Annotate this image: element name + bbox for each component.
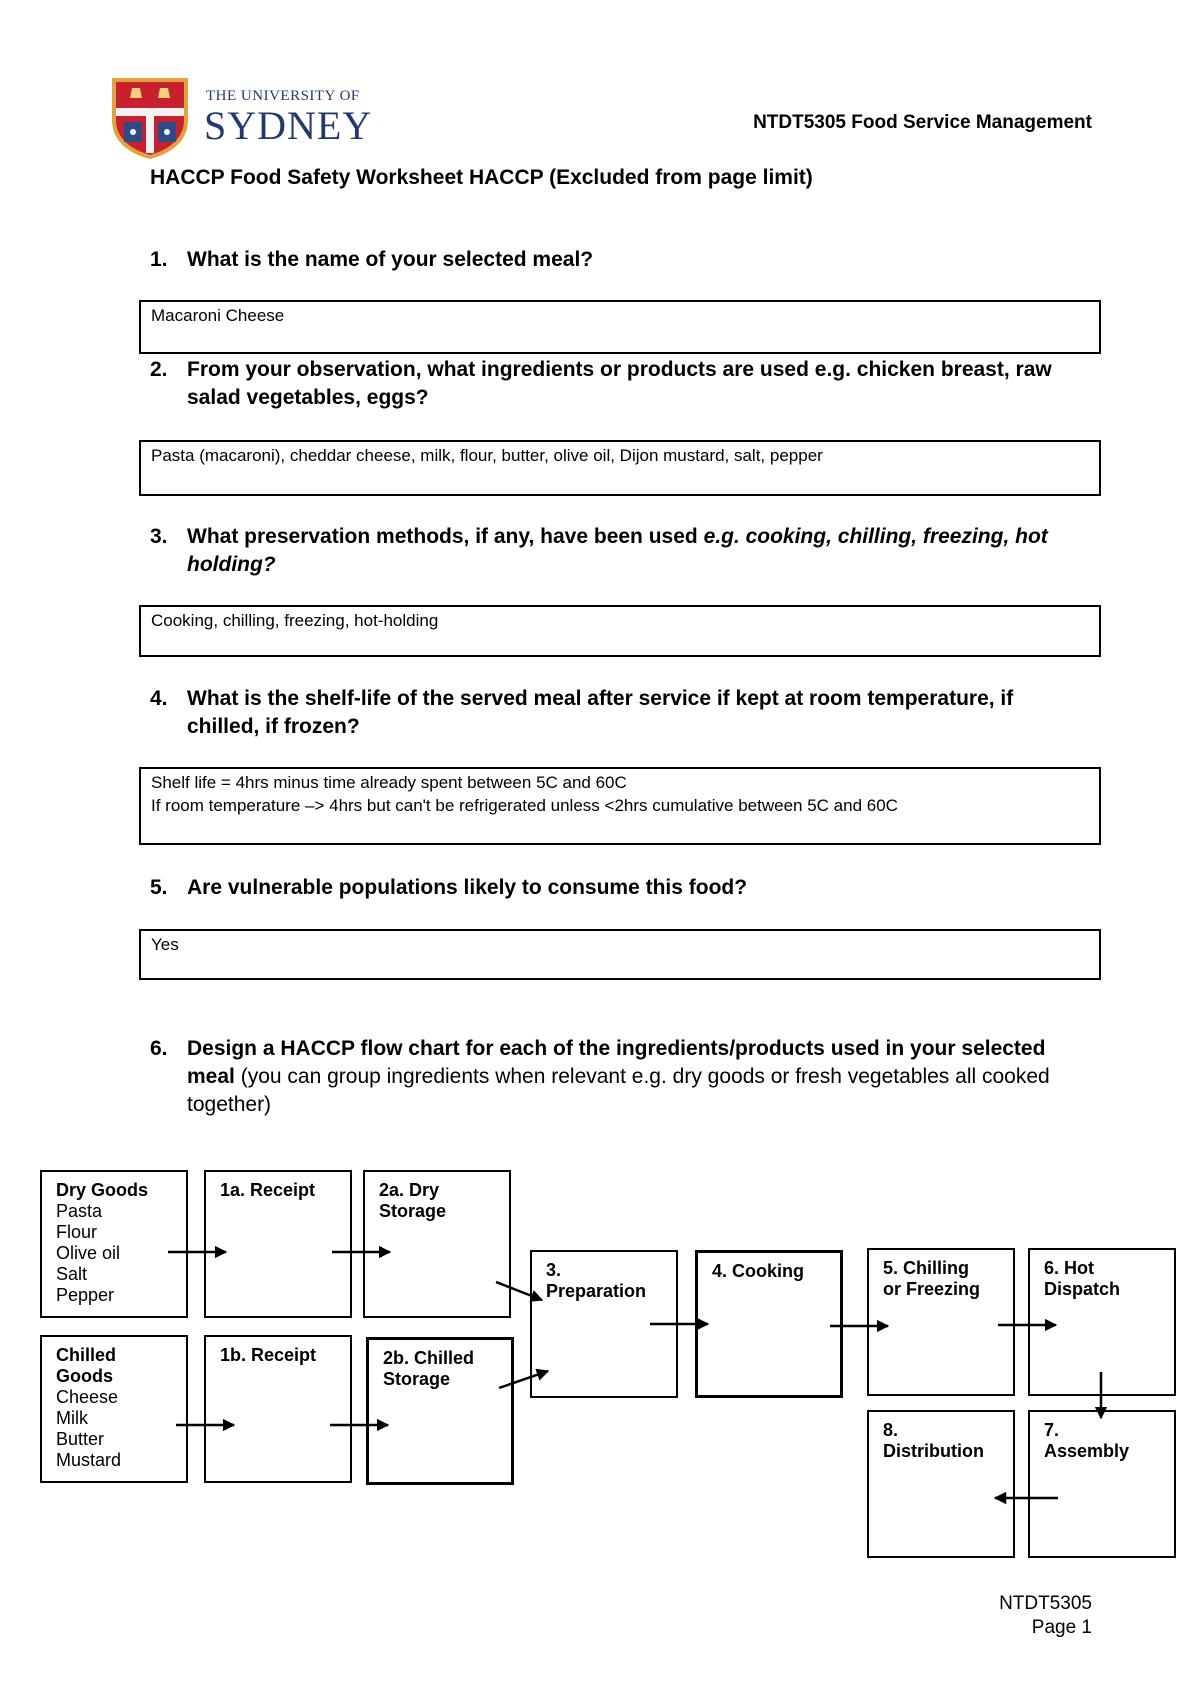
flow-receipt-1b: [204, 1335, 352, 1483]
question-2: [150, 356, 1080, 412]
ingredient-item: Mustard: [56, 1450, 122, 1470]
flow-box-label: 4. Cooking: [712, 1261, 805, 1281]
flow-box-label: 6. Hot Dispatch: [1044, 1258, 1121, 1299]
flow-box-label: 8. Distribution: [883, 1420, 984, 1461]
ingredient-item: Milk: [56, 1408, 88, 1428]
question-text-normal: (you can group ingredients when relevant e.g. dry goods or fresh vegetables all cooked together): [187, 1065, 1050, 1116]
flow-cooking: [695, 1250, 843, 1398]
question-3: [150, 523, 1080, 579]
question-text-bold: Design a HACCP flow chart for each of the ingredients/products used in your selected meal: [187, 1037, 1046, 1088]
flow-box-label: 3. Preparation: [546, 1260, 647, 1301]
answer-line: Macaroni Cheese: [151, 306, 285, 325]
flow-box-label: Chilled Goods: [56, 1345, 117, 1386]
flow-dry-goods: [40, 1170, 188, 1318]
flow-box-label: 2b. Chilled Storage: [383, 1348, 475, 1389]
question-number: 4.: [150, 687, 168, 710]
flow-chilled-goods: [40, 1335, 188, 1483]
flow-chilled-storage: [366, 1337, 514, 1485]
ingredient-item: Pasta: [56, 1201, 103, 1221]
course-title: NTDT5305 Food Service Management: [753, 112, 1092, 133]
flow-assembly: [1028, 1410, 1176, 1558]
flow-box-label: 1b. Receipt: [220, 1345, 317, 1365]
ingredient-item: Flour: [56, 1222, 98, 1242]
page-footer: [999, 1592, 1092, 1640]
question-5: [150, 874, 1080, 902]
question-text: What is the name of your selected meal?: [187, 248, 594, 271]
crest-icon: [110, 76, 190, 160]
answer-line: If room temperature –> 4hrs but can't be refrigerated unless <2hrs cumulative between 5C and 60C: [151, 796, 898, 815]
worksheet-title: HACCP Food Safety Worksheet HACCP (Excluded from page limit): [150, 166, 813, 189]
question-text: Are vulnerable populations likely to consume this food?: [187, 876, 748, 899]
question-number: 1.: [150, 248, 168, 271]
flow-dry-storage: [363, 1170, 511, 1318]
flow-box-label: 1a. Receipt: [220, 1180, 316, 1200]
answer-line: Pasta (macaroni), cheddar cheese, milk, flour, butter, olive oil, Dijon mustard, salt, pepper: [151, 446, 823, 465]
question-number: 6.: [150, 1037, 168, 1060]
flow-box-label: 2a. Dry Storage: [379, 1180, 447, 1221]
question-text: [187, 1035, 1080, 1119]
footer-code: NTDT5305: [999, 1593, 1092, 1614]
flow-chilling-freezing: [867, 1248, 1015, 1396]
ingredient-item: Butter: [56, 1429, 105, 1449]
flow-preparation: [530, 1250, 678, 1398]
answer-box-2[interactable]: [139, 440, 1101, 496]
page-number: Page 1: [1031, 1617, 1092, 1638]
ingredient-item: Salt: [56, 1264, 88, 1284]
flow-receipt-1a: [204, 1170, 352, 1318]
university-logo: [110, 76, 373, 162]
question-text: From your observation, what ingredients or products are used e.g. chicken breast, raw salad vegetables, eggs?: [187, 358, 1052, 409]
question-number: 2.: [150, 358, 168, 381]
answer-box-3[interactable]: [139, 605, 1101, 657]
logo-small-text: THE UNIVERSITY OF: [206, 88, 360, 104]
flow-distribution: [867, 1410, 1015, 1558]
question-number: 5.: [150, 876, 168, 899]
flow-box-label: Dry Goods: [56, 1180, 149, 1200]
ingredient-item: Cheese: [56, 1387, 119, 1407]
question-number: 3.: [150, 525, 168, 548]
answer-box-1[interactable]: [139, 300, 1101, 354]
ingredient-item: Olive oil: [56, 1243, 121, 1263]
question-text: [187, 523, 1080, 579]
question-text-italic: e.g. cooking, chilling, freezing, hot holding?: [187, 525, 1048, 576]
ingredient-item: Pepper: [56, 1285, 115, 1305]
flow-box-label: 5. Chilling or Freezing: [883, 1258, 981, 1299]
question-4: [150, 685, 1080, 741]
answer-box-5[interactable]: [139, 929, 1101, 980]
question-1: [150, 246, 1080, 274]
answer-line: Yes: [151, 935, 179, 954]
answer-line: Cooking, chilling, freezing, hot-holding: [151, 611, 439, 630]
answer-box-4[interactable]: [139, 767, 1101, 845]
flow-hot-dispatch: [1028, 1248, 1176, 1396]
answer-line: Shelf life = 4hrs minus time already spent between 5C and 60C: [151, 773, 627, 792]
question-text-bold: What preservation methods, if any, have been used: [187, 525, 704, 548]
question-6: [150, 1035, 1080, 1119]
question-text: What is the shelf-life of the served meal after service if kept at room temperature, if chilled, if frozen?: [187, 687, 1014, 738]
flow-box-label: 7. Assembly: [1044, 1420, 1130, 1461]
logo-big-text: SYDNEY: [204, 103, 373, 148]
